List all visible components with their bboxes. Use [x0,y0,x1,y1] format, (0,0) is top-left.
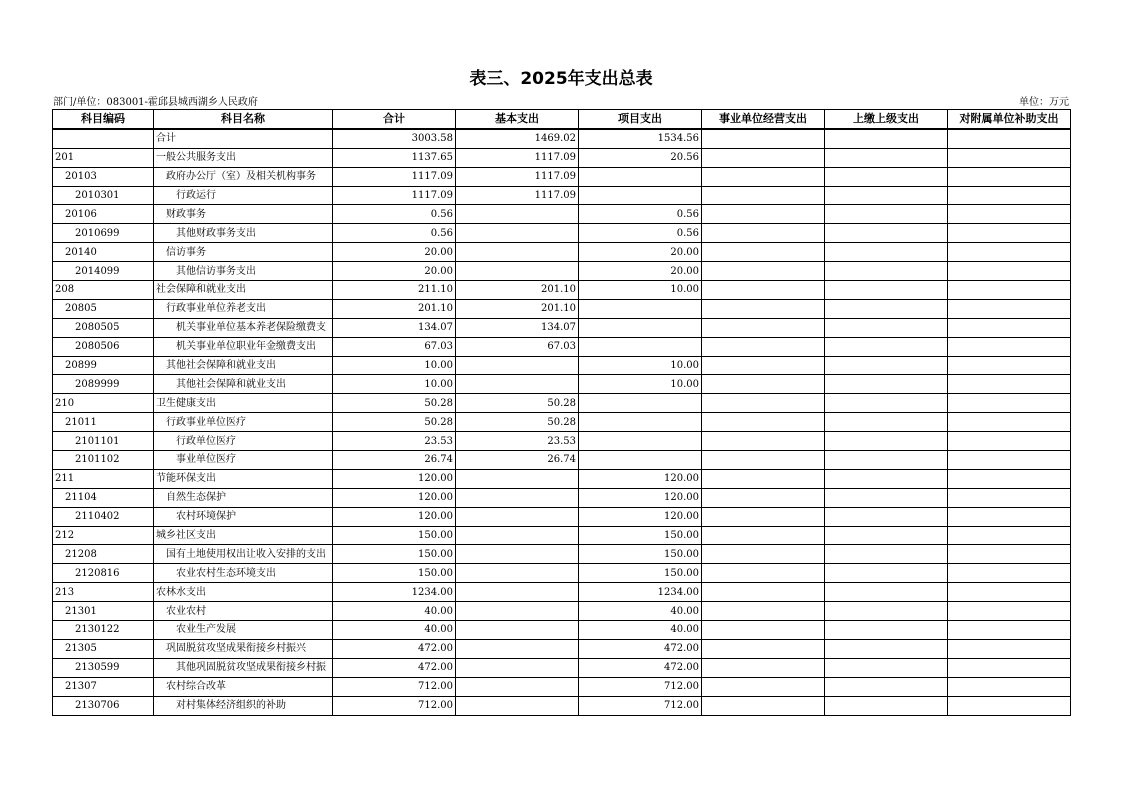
cell-basic [456,469,579,488]
table-row [53,639,1071,658]
cell-name: 社会保障和就业支出 [154,281,333,300]
table-row [53,394,1071,413]
table-row [53,621,1071,640]
cell-project [579,318,702,337]
cell-business [702,545,825,564]
cell-name: 农林水支出 [154,583,333,602]
cell-name: 其他社会保障和就业支出 [154,375,333,394]
cell-business [702,337,825,356]
cell-project [579,432,702,451]
cell-name: 机关事业单位职业年金缴费支出 [154,337,333,356]
cell-project: 40.00 [579,621,702,640]
expenditure-table [52,109,1071,716]
cell-business [702,356,825,375]
cell-name: 农业农村生态环境支出 [154,564,333,583]
cell-basic: 1117.09 [456,167,579,186]
cell-basic: 201.10 [456,281,579,300]
header-total: 合计 [333,110,456,129]
cell-basic [456,526,579,545]
table-row [53,281,1071,300]
cell-code: 2110402 [53,507,154,526]
cell-code: 20140 [53,243,154,262]
cell-upper [825,281,948,300]
cell-upper [825,526,948,545]
cell-business [702,205,825,224]
cell-name: 其他社会保障和就业支出 [154,356,333,375]
cell-code: 21208 [53,545,154,564]
cell-subsidy [948,394,1071,413]
cell-upper [825,564,948,583]
cell-subsidy [948,488,1071,507]
cell-total: 712.00 [333,677,456,696]
cell-basic [456,602,579,621]
cell-total: 50.28 [333,413,456,432]
cell-code: 213 [53,583,154,602]
cell-upper [825,394,948,413]
cell-basic: 26.74 [456,451,579,470]
cell-business [702,658,825,677]
cell-name: 农村综合改革 [154,677,333,696]
cell-total: 134.07 [333,318,456,337]
cell-code: 2130122 [53,621,154,640]
cell-subsidy [948,129,1071,148]
table-row [53,469,1071,488]
table-row [53,658,1071,677]
cell-upper [825,621,948,640]
header-project: 项目支出 [579,110,702,129]
cell-business [702,564,825,583]
cell-upper [825,677,948,696]
cell-project: 20.00 [579,243,702,262]
cell-code: 20106 [53,205,154,224]
cell-upper [825,224,948,243]
cell-project [579,337,702,356]
cell-subsidy [948,167,1071,186]
cell-total: 26.74 [333,451,456,470]
table-row [53,262,1071,281]
cell-name: 农业农村 [154,602,333,621]
cell-business [702,148,825,167]
cell-upper [825,451,948,470]
cell-subsidy [948,507,1071,526]
cell-subsidy [948,639,1071,658]
header-row [53,110,1071,129]
cell-project: 712.00 [579,677,702,696]
cell-project: 712.00 [579,696,702,715]
cell-upper [825,318,948,337]
cell-total: 23.53 [333,432,456,451]
cell-business [702,583,825,602]
cell-business [702,432,825,451]
cell-subsidy [948,545,1071,564]
cell-subsidy [948,299,1071,318]
cell-total: 20.00 [333,243,456,262]
cell-code: 208 [53,281,154,300]
cell-upper [825,545,948,564]
cell-project: 150.00 [579,545,702,564]
table-row [53,602,1071,621]
header-subsidy: 对附属单位补助支出 [948,110,1071,129]
cell-business [702,186,825,205]
cell-total: 67.03 [333,337,456,356]
cell-subsidy [948,677,1071,696]
cell-total: 40.00 [333,621,456,640]
cell-code: 21307 [53,677,154,696]
cell-basic: 50.28 [456,394,579,413]
cell-subsidy [948,243,1071,262]
cell-upper [825,148,948,167]
cell-subsidy [948,205,1071,224]
table-row [53,299,1071,318]
table-row [53,356,1071,375]
header-business: 事业单位经营支出 [702,110,825,129]
cell-business [702,243,825,262]
cell-business [702,281,825,300]
cell-basic [456,621,579,640]
cell-upper [825,639,948,658]
table-row [53,205,1071,224]
cell-total: 120.00 [333,507,456,526]
cell-total: 150.00 [333,564,456,583]
cell-name: 其他财政事务支出 [154,224,333,243]
cell-business [702,696,825,715]
cell-project: 1534.56 [579,129,702,148]
cell-subsidy [948,337,1071,356]
table-row [53,337,1071,356]
department-label: 部门/单位：083001-霍邱县城西湖乡人民政府 [53,97,258,108]
cell-code: 2080506 [53,337,154,356]
cell-total: 10.00 [333,375,456,394]
cell-upper [825,696,948,715]
cell-name: 信访事务 [154,243,333,262]
cell-code: 20899 [53,356,154,375]
cell-business [702,167,825,186]
cell-code: 2101101 [53,432,154,451]
cell-business [702,677,825,696]
cell-total: 1234.00 [333,583,456,602]
cell-total: 0.56 [333,205,456,224]
cell-name: 农业生产发展 [154,621,333,640]
cell-subsidy [948,526,1071,545]
cell-code: 21011 [53,413,154,432]
cell-business [702,621,825,640]
cell-project: 472.00 [579,658,702,677]
cell-total: 1137.65 [333,148,456,167]
cell-code: 2014099 [53,262,154,281]
cell-upper [825,262,948,281]
cell-upper [825,337,948,356]
cell-project: 150.00 [579,564,702,583]
cell-total: 20.00 [333,262,456,281]
cell-code: 2080505 [53,318,154,337]
cell-name: 国有土地使用权出让收入安排的支出 [154,545,333,564]
cell-upper [825,167,948,186]
table-row [53,167,1071,186]
cell-code: 2010699 [53,224,154,243]
cell-subsidy [948,281,1071,300]
cell-total: 201.10 [333,299,456,318]
cell-business [702,224,825,243]
cell-project: 120.00 [579,488,702,507]
cell-name: 其他信访事务支出 [154,262,333,281]
table-row [53,507,1071,526]
cell-business [702,299,825,318]
cell-project: 20.56 [579,148,702,167]
cell-code: 2130599 [53,658,154,677]
table-row [53,318,1071,337]
cell-upper [825,205,948,224]
cell-subsidy [948,224,1071,243]
cell-business [702,602,825,621]
cell-project [579,451,702,470]
cell-business [702,394,825,413]
cell-basic: 134.07 [456,318,579,337]
cell-basic [456,243,579,262]
cell-basic: 1117.09 [456,148,579,167]
cell-project [579,167,702,186]
table-row [53,526,1071,545]
cell-upper [825,602,948,621]
cell-total: 10.00 [333,356,456,375]
cell-project: 120.00 [579,507,702,526]
cell-upper [825,583,948,602]
cell-basic [456,677,579,696]
cell-subsidy [948,148,1071,167]
cell-business [702,469,825,488]
cell-upper [825,129,948,148]
cell-business [702,526,825,545]
cell-code: 210 [53,394,154,413]
cell-upper [825,413,948,432]
table-row [53,148,1071,167]
cell-code: 2089999 [53,375,154,394]
cell-code: 21301 [53,602,154,621]
cell-name: 城乡社区支出 [154,526,333,545]
cell-subsidy [948,696,1071,715]
cell-total: 120.00 [333,488,456,507]
cell-subsidy [948,375,1071,394]
cell-basic [456,564,579,583]
table-body [53,129,1071,715]
cell-name: 行政单位医疗 [154,432,333,451]
cell-code: 20103 [53,167,154,186]
cell-name: 对村集体经济组织的补助 [154,696,333,715]
cell-subsidy [948,318,1071,337]
cell-subsidy [948,658,1071,677]
cell-name: 机关事业单位基本养老保险缴费支 [154,318,333,337]
table-row [53,375,1071,394]
cell-name: 自然生态保护 [154,488,333,507]
cell-code: 21104 [53,488,154,507]
cell-project: 10.00 [579,281,702,300]
cell-total: 150.00 [333,526,456,545]
cell-total: 40.00 [333,602,456,621]
cell-business [702,451,825,470]
cell-total: 150.00 [333,545,456,564]
cell-project: 10.00 [579,356,702,375]
cell-name: 一般公共服务支出 [154,148,333,167]
cell-basic [456,205,579,224]
cell-subsidy [948,451,1071,470]
table-row [53,451,1071,470]
cell-subsidy [948,469,1071,488]
cell-project: 1234.00 [579,583,702,602]
cell-business [702,375,825,394]
cell-basic: 201.10 [456,299,579,318]
cell-total: 1117.09 [333,186,456,205]
cell-code: 20805 [53,299,154,318]
header-upper: 上缴上级支出 [825,110,948,129]
cell-upper [825,432,948,451]
cell-business [702,262,825,281]
cell-business [702,129,825,148]
cell-name: 行政事业单位医疗 [154,413,333,432]
cell-code: 2130706 [53,696,154,715]
cell-name: 合计 [154,129,333,148]
cell-project: 150.00 [579,526,702,545]
cell-project: 10.00 [579,375,702,394]
cell-basic [456,262,579,281]
cell-upper [825,488,948,507]
cell-project: 0.56 [579,205,702,224]
cell-code: 2010301 [53,186,154,205]
cell-business [702,507,825,526]
cell-code: 211 [53,469,154,488]
cell-name: 农村环境保护 [154,507,333,526]
cell-project [579,186,702,205]
cell-project [579,299,702,318]
table-row [53,488,1071,507]
cell-total: 0.56 [333,224,456,243]
cell-total: 472.00 [333,639,456,658]
cell-total: 50.28 [333,394,456,413]
table-row [53,129,1071,148]
cell-subsidy [948,413,1071,432]
cell-subsidy [948,432,1071,451]
table-row [53,677,1071,696]
cell-code: 2120816 [53,564,154,583]
table-row [53,243,1071,262]
cell-name: 财政事务 [154,205,333,224]
cell-basic [456,583,579,602]
cell-total: 1117.09 [333,167,456,186]
cell-basic: 1469.02 [456,129,579,148]
cell-upper [825,356,948,375]
cell-basic: 50.28 [456,413,579,432]
cell-name: 卫生健康支出 [154,394,333,413]
cell-upper [825,299,948,318]
cell-business [702,488,825,507]
cell-project [579,413,702,432]
table-row [53,696,1071,715]
cell-code: 21305 [53,639,154,658]
cell-subsidy [948,564,1071,583]
cell-basic [456,507,579,526]
cell-subsidy [948,186,1071,205]
header-basic: 基本支出 [456,110,579,129]
cell-name: 事业单位医疗 [154,451,333,470]
page-title: 表三、2025年支出总表 [469,69,653,89]
cell-basic: 23.53 [456,432,579,451]
table-row [53,583,1071,602]
cell-subsidy [948,602,1071,621]
cell-basic [456,224,579,243]
cell-basic [456,639,579,658]
cell-total: 3003.58 [333,129,456,148]
cell-basic [456,488,579,507]
unit-label: 单位：万元 [1019,97,1069,108]
cell-code: 201 [53,148,154,167]
cell-code: 2101102 [53,451,154,470]
cell-name: 巩固脱贫攻坚成果衔接乡村振兴 [154,639,333,658]
cell-business [702,318,825,337]
cell-basic [456,356,579,375]
table-row [53,432,1071,451]
cell-business [702,413,825,432]
cell-name: 政府办公厅（室）及相关机构事务 [154,167,333,186]
cell-name: 其他巩固脱贫攻坚成果衔接乡村振 [154,658,333,677]
cell-total: 120.00 [333,469,456,488]
table-row [53,564,1071,583]
cell-subsidy [948,262,1071,281]
cell-upper [825,469,948,488]
table-row [53,413,1071,432]
table-row [53,186,1071,205]
cell-upper [825,375,948,394]
cell-total: 211.10 [333,281,456,300]
cell-code [53,129,154,148]
cell-upper [825,243,948,262]
cell-basic: 1117.09 [456,186,579,205]
cell-business [702,639,825,658]
header-code: 科目编码 [53,110,154,129]
cell-upper [825,507,948,526]
cell-basic [456,375,579,394]
cell-basic: 67.03 [456,337,579,356]
table-row [53,224,1071,243]
cell-basic [456,696,579,715]
cell-project: 20.00 [579,262,702,281]
cell-total: 712.00 [333,696,456,715]
cell-upper [825,658,948,677]
cell-subsidy [948,356,1071,375]
cell-name: 节能环保支出 [154,469,333,488]
cell-project: 472.00 [579,639,702,658]
cell-total: 472.00 [333,658,456,677]
cell-subsidy [948,583,1071,602]
cell-name: 行政事业单位养老支出 [154,299,333,318]
cell-subsidy [948,621,1071,640]
header-name: 科目名称 [154,110,333,129]
cell-upper [825,186,948,205]
cell-project: 120.00 [579,469,702,488]
cell-basic [456,658,579,677]
cell-name: 行政运行 [154,186,333,205]
table-row [53,545,1071,564]
cell-basic [456,545,579,564]
cell-project [579,394,702,413]
cell-project: 0.56 [579,224,702,243]
cell-project: 40.00 [579,602,702,621]
cell-code: 212 [53,526,154,545]
